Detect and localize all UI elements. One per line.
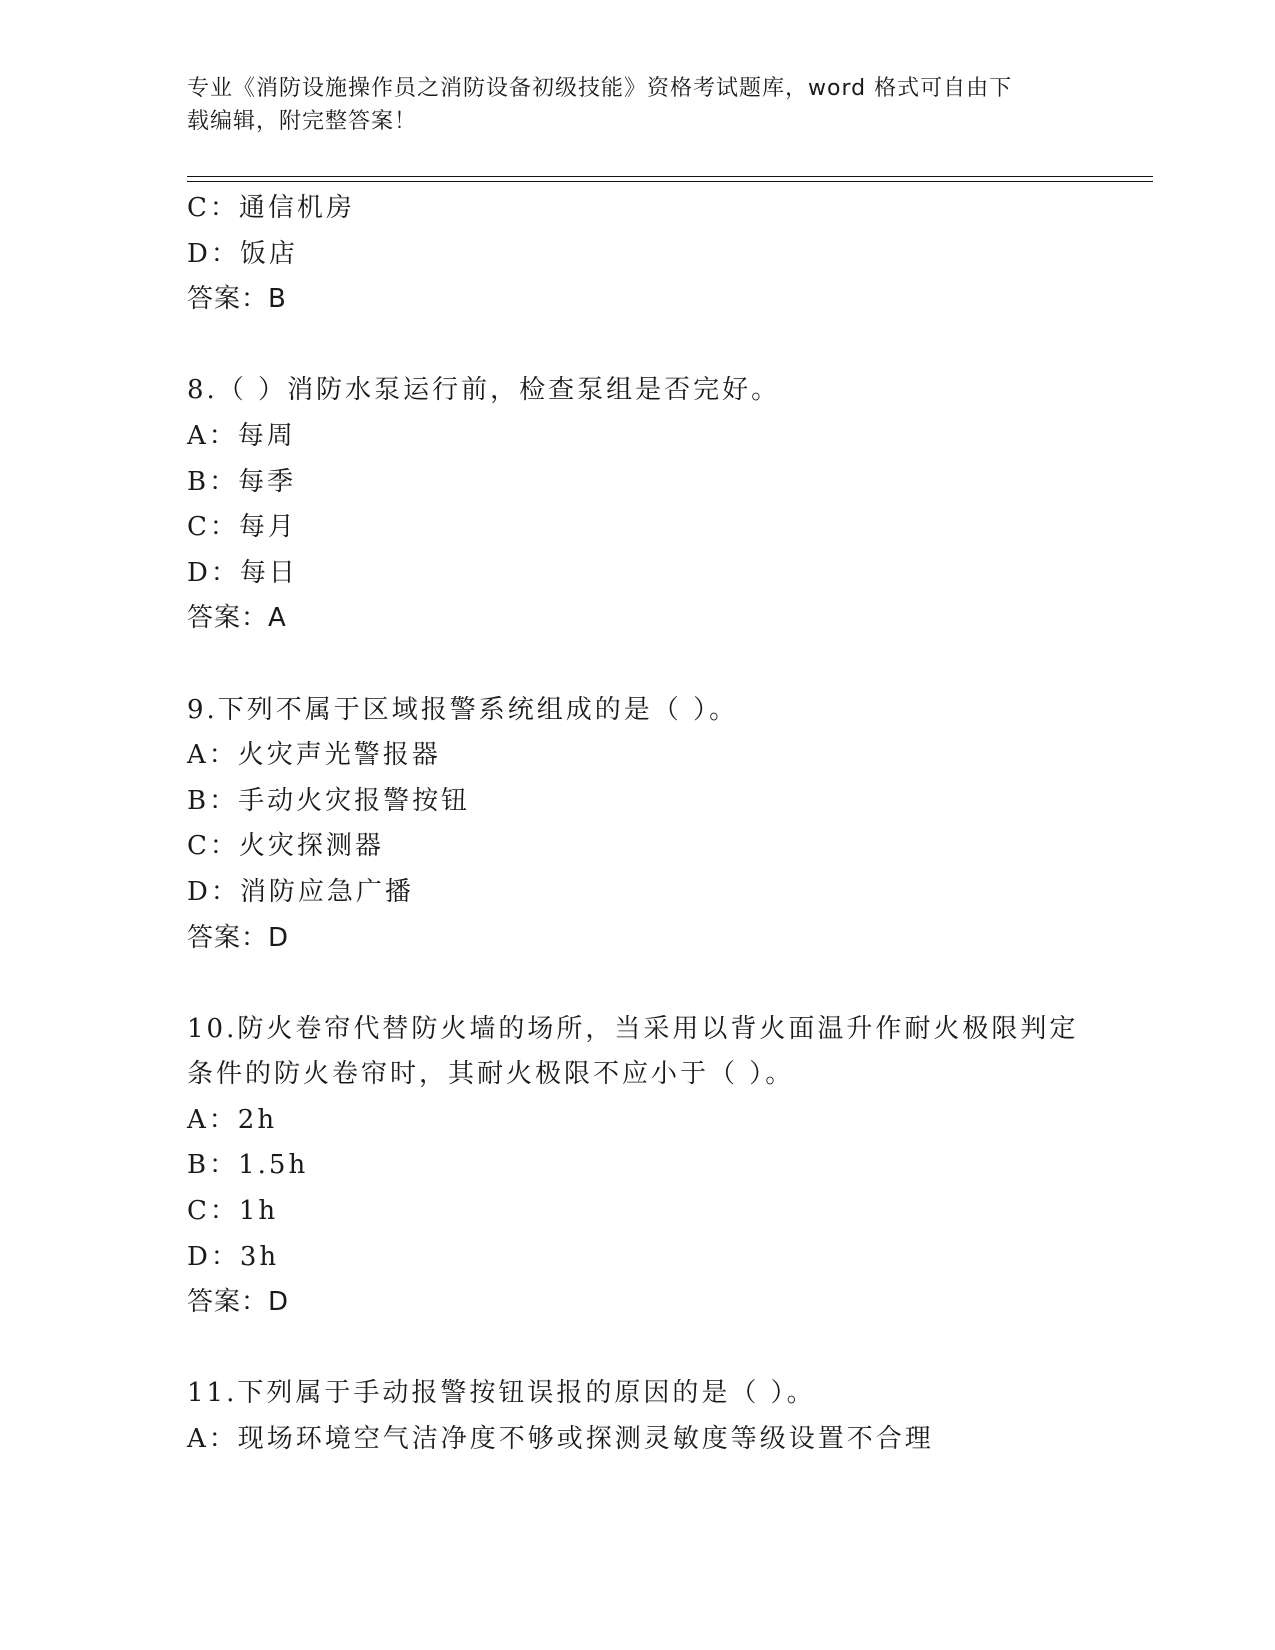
header-divider-top xyxy=(187,176,1153,177)
answer-line: 答案：A xyxy=(187,603,287,634)
header-line-1: 专业《消防设施操作员之消防设备初级技能》资格考试题库，word 格式可自由下 xyxy=(187,76,1013,101)
header-divider-bottom xyxy=(187,181,1153,182)
option-d: D：3h xyxy=(187,1241,280,1272)
question-9 xyxy=(187,688,1153,962)
question-8 xyxy=(187,368,1153,642)
answer-line: 答案：D xyxy=(187,1287,290,1318)
option-d: D：饭店 xyxy=(187,238,298,269)
question-stem-line-1: 10.防火卷帘代替防火墙的场所，当采用以背火面温升作耐火极限判定 xyxy=(187,1013,1079,1044)
option-c: C：火灾探测器 xyxy=(187,831,384,862)
option-b: B：1.5h xyxy=(187,1150,309,1181)
page-header xyxy=(187,72,1067,138)
answer-line: 答案：B xyxy=(187,284,287,315)
option-a: A：每周 xyxy=(187,420,296,451)
spacer xyxy=(187,961,1153,1007)
option-c: C：通信机房 xyxy=(187,193,355,223)
question-stem: 11.下列属于手动报警按钮误报的原因的是（ ）。 xyxy=(187,1378,816,1409)
option-d: D：每日 xyxy=(187,557,298,588)
spacer xyxy=(187,323,1153,369)
option-b: B：手动火灾报警按钮 xyxy=(187,785,471,816)
header-line-2: 载编辑，附完整答案！ xyxy=(187,109,418,134)
option-b: B：每季 xyxy=(187,466,297,497)
option-c: C：1h xyxy=(187,1196,279,1227)
option-a: A：现场环境空气洁净度不够或探测灵敏度等级设置不合理 xyxy=(187,1424,934,1455)
question-list xyxy=(187,186,1153,1463)
question-11 xyxy=(187,1371,1153,1462)
answer-line: 答案：D xyxy=(187,922,290,953)
spacer xyxy=(187,642,1153,688)
question-stem: 9.下列不属于区域报警系统组成的是（ ）。 xyxy=(187,694,739,725)
option-a: A：2h xyxy=(187,1104,278,1135)
question-stem-line-2: 条件的防火卷帘时，其耐火极限不应小于（ ）。 xyxy=(187,1059,795,1090)
option-d: D：消防应急广播 xyxy=(187,876,414,907)
option-a: A：火灾声光警报器 xyxy=(187,740,441,771)
question-7-tail xyxy=(187,186,1153,323)
question-stem: 8.（ ）消防水泵运行前，检查泵组是否完好。 xyxy=(187,375,781,406)
question-10 xyxy=(187,1007,1153,1326)
spacer xyxy=(187,1326,1153,1372)
option-c: C：每月 xyxy=(187,512,297,543)
